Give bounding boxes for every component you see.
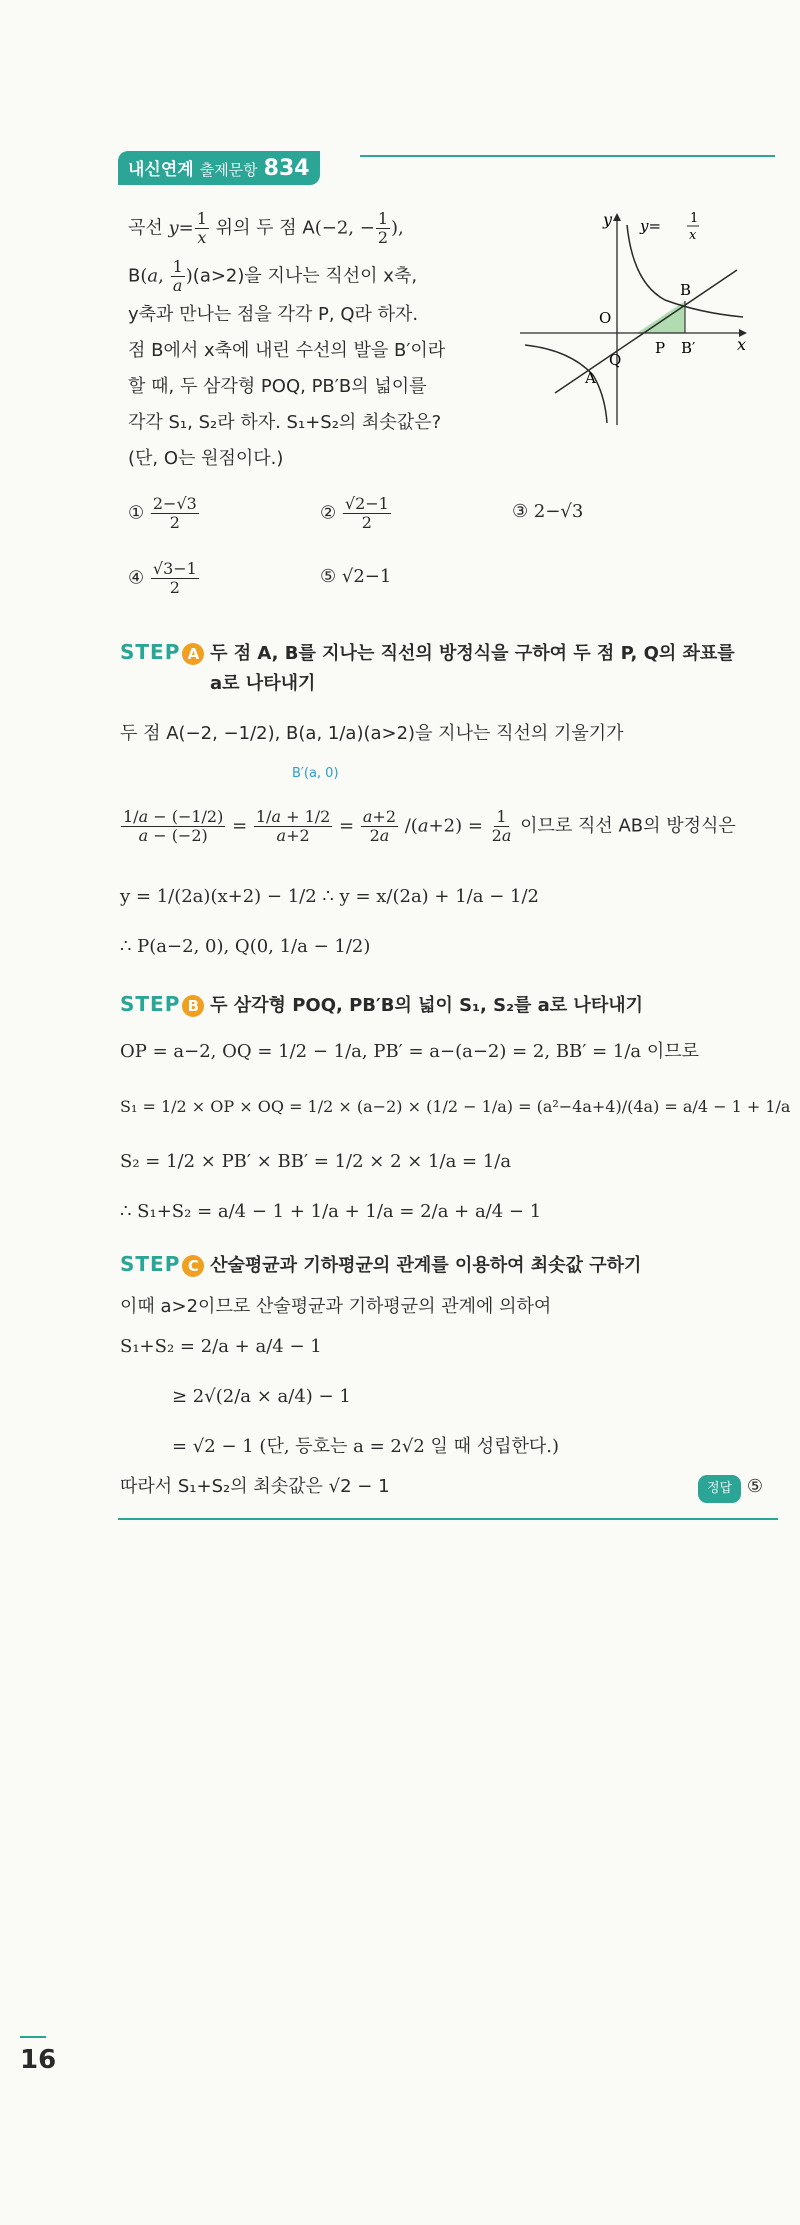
problem-graph (515, 205, 755, 430)
problem-header (118, 152, 320, 184)
header-badge (118, 151, 320, 185)
problem-line-2: B(a, $\frac{1}{a}$ )(a>2)을 지나는 직선이 x축, (128, 257, 418, 295)
point-Bp-label: B′ (681, 339, 696, 357)
stepA-line-3: y = 1/(2a)(x+2) − 1/2 ∴ y = x/(2a) + 1/a − 1/2 (120, 886, 539, 907)
problem-number: 834 (263, 156, 310, 181)
bottom-rule (118, 1518, 778, 1520)
problem-line-3: y축과 만나는 점을 각각 P, Q라 하자. (128, 304, 419, 325)
curve-label: y= (640, 217, 662, 235)
badge-sub: 출제문항 (199, 161, 258, 179)
header-rule (360, 155, 775, 157)
stepA-slope: $\frac{1/a - (-1/2)}{a - (-2)}$ = $\frac{1/a + 1/2}{a+2}$ = $\frac{a+2}{2a}$ /(a+2) = $\frac{1}{2a}$ 이므로 직선 AB의 방정식은 (123, 807, 736, 845)
problem-line-5: 할 때, 두 삼각형 POQ, PB′B의 넓이를 (128, 376, 427, 397)
problem-line-6: 각각 S₁, S₂라 하자. S₁+S₂의 최솟값은? (128, 412, 442, 433)
stepC-line-4: = √2 − 1 (단, 등호는 a = 2√2 일 때 성립한다.) (172, 1436, 560, 1457)
stepB-line-3: S₂ = 1/2 × PB′ × BB′ = 1/2 × 2 × 1/a = 1/a (120, 1151, 512, 1172)
stepA-line-1: 두 점 A(−2, −1/2), B(a, 1/a)(a>2)을 지나는 직선의 기울기가 (120, 723, 624, 744)
point-A-label: A (585, 369, 596, 387)
choice-5[interactable]: ⑤ √2−1 (320, 566, 392, 587)
x-axis-label: x (737, 335, 747, 354)
stepC-line-5: 따라서 S₁+S₂의 최솟값은 √2 − 1 (120, 1476, 390, 1497)
stepC-line-1: 이때 a>2이므로 산술평균과 기하평균의 관계에 의하여 (120, 1296, 552, 1317)
stepA-title: STEP A 두 점 A, B를 지나는 직선의 방정식을 구하여 두 점 P, Q의 좌표를 (120, 640, 735, 664)
stepA-line-4: ∴ P(a−2, 0), Q(0, 1/a − 1/2) (120, 936, 371, 957)
stepB-line-4: ∴ S₁+S₂ = a/4 − 1 + 1/a + 1/a = 2/a + a/4 − 1 (120, 1201, 542, 1222)
stepC-title: STEP C 산술평균과 기하평균의 관계를 이용하여 최솟값 구하기 (120, 1252, 642, 1276)
stepA-title-2: a로 나타내기 (210, 673, 316, 694)
point-B-label: B (680, 281, 692, 299)
problem-line-7: (단, O는 원점이다.) (128, 448, 284, 469)
page-number-rule (20, 2036, 46, 2038)
stepB-line-2: S₁ = 1/2 × OP × OQ = 1/2 × (a−2) × (1/2 − 1/a) = (a²−4a+4)/(4a) = a/4 − 1 + 1/a (120, 1097, 791, 1116)
curve-label-den: x (689, 228, 697, 243)
stepB-line-1: OP = a−2, OQ = 1/2 − 1/a, PB′ = a−(a−2) = 2, BB′ = 1/a 이므로 (120, 1041, 700, 1062)
choice-4[interactable]: ④ $\frac{√3-1}{2}$ (128, 559, 197, 597)
problem-line-1: 곡선 y= $\frac{1}{x}$ 위의 두 점 A(−2, − $\frac{1}{2}$ ), (128, 209, 404, 247)
curve-label-num: 1 (690, 211, 699, 226)
stepA-note: B′(a, 0) (292, 766, 339, 781)
choice-3[interactable]: ③ 2−√3 (512, 501, 584, 522)
origin-label: O (599, 309, 612, 327)
choice-1[interactable]: ① $\frac{2-√3}{2}$ (128, 494, 197, 532)
answer-badge: 정답 (698, 1475, 741, 1503)
choice-2[interactable]: ② $\frac{√2-1}{2}$ (320, 494, 389, 532)
problem-line-4: 점 B에서 x축에 내린 수선의 발을 B′이라 (128, 340, 446, 361)
answer (698, 1475, 763, 1503)
stepB-title: STEP B 두 삼각형 POQ, PB′B의 넓이 S₁, S₂를 a로 나타내기 (120, 992, 643, 1016)
point-Q-label: Q (609, 351, 622, 369)
stepC-line-2: S₁+S₂ = 2/a + a/4 − 1 (120, 1336, 322, 1357)
page-number: 16 (20, 2045, 57, 2075)
answer-value: ⑤ (746, 1476, 763, 1497)
shaded-triangle (637, 301, 685, 333)
stepC-line-3: ≥ 2√(2/a × a/4) − 1 (172, 1386, 351, 1407)
line-AB (555, 270, 737, 393)
badge-text: 내신연계 (128, 160, 194, 180)
y-axis-label: y (603, 210, 613, 229)
y-axis-arrow (613, 213, 621, 221)
point-P-label: P (655, 339, 666, 357)
